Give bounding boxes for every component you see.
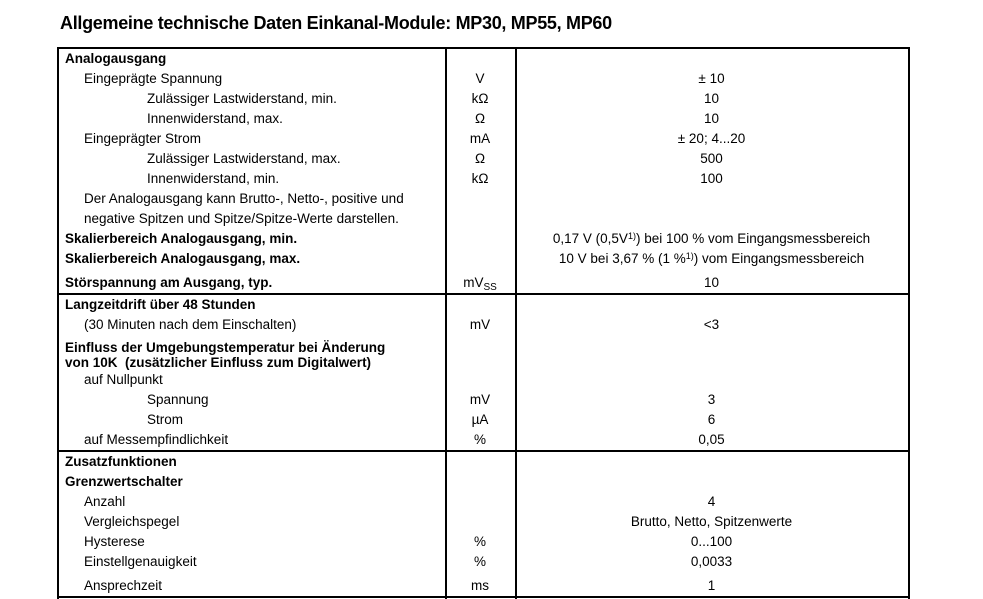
table-section-analogausgang <box>59 49 908 295</box>
table-row <box>59 229 908 249</box>
row-label: Strom <box>147 412 184 427</box>
row-value <box>515 49 908 69</box>
row-value: 10 <box>703 91 720 106</box>
table-row <box>59 552 908 572</box>
row-label: Einfluss der Umgebungstemperatur bei Änderung <box>65 340 386 355</box>
row-label: Innenwiderstand, max. <box>147 111 283 126</box>
row-unit <box>445 340 515 355</box>
row-value: 10 V bei 3,67 % (1 %$^{1)}$) vom Eingangsmessbereich <box>558 251 865 266</box>
row-value: Brutto, Netto, Spitzenwerte <box>630 514 793 529</box>
row-unit <box>445 370 515 390</box>
row-value: 0,05 <box>698 432 725 447</box>
table-row <box>59 576 908 596</box>
row-value: 0,0033 <box>690 554 733 569</box>
row-value: 0,17 V $(0,5V^{1)})$ bei 100 % vom Eingangsmessbereich <box>552 231 871 246</box>
table-row <box>59 315 908 335</box>
row-value <box>515 340 908 355</box>
row-label: negative Spitzen und Spitze/Spitze-Werte darstellen. <box>84 211 399 226</box>
table-row <box>59 209 908 229</box>
row-unit <box>445 249 515 269</box>
row-value: <3 <box>703 317 720 332</box>
row-label: Der Analogausgang kann Brutto-, Netto-, positive und <box>84 191 404 206</box>
row-label: Eingeprägter Strom <box>84 131 202 146</box>
row-label: Zusatzfunktionen <box>65 454 177 469</box>
table-row <box>59 109 908 129</box>
table-row <box>59 189 908 209</box>
row-value: 500 <box>700 151 723 166</box>
column-divider-unit-right <box>515 49 517 599</box>
table-row <box>59 532 908 552</box>
row-unit: % <box>473 534 486 549</box>
row-label: Vergleichspegel <box>84 514 180 529</box>
table-row <box>59 390 908 410</box>
row-unit: V <box>475 71 485 86</box>
table-section-zusatzfunktionen <box>59 452 908 598</box>
row-label: Eingeprägte Spannung <box>84 71 223 86</box>
row-value: 10 <box>703 111 720 126</box>
row-unit <box>445 209 515 229</box>
table-row <box>59 340 908 355</box>
row-label: Langzeitdrift über 48 Stunden <box>65 297 256 312</box>
row-unit: % <box>473 554 486 569</box>
row-value <box>515 370 908 390</box>
table-row <box>59 430 908 450</box>
row-unit: µA <box>471 412 489 427</box>
row-value <box>515 355 908 370</box>
row-label: Spannung <box>147 392 209 407</box>
row-value: 10 <box>703 275 720 290</box>
row-value: ± 10 <box>698 71 725 86</box>
table-row <box>59 492 908 512</box>
row-unit: $mV_{SS}$ <box>463 275 497 293</box>
row-unit <box>445 512 515 532</box>
row-label: Innenwiderstand, min. <box>147 171 280 186</box>
row-value <box>515 295 908 315</box>
row-unit: Ω <box>474 151 486 166</box>
row-unit <box>445 229 515 249</box>
row-value: 6 <box>707 412 716 427</box>
row-unit: Ω <box>474 111 486 126</box>
table-section-langzeitdrift-umgebungstemperatur <box>59 295 908 452</box>
row-label: (30 Minuten nach dem Einschalten) <box>84 317 297 332</box>
row-label: Skalierbereich Analogausgang, max. <box>65 251 301 266</box>
row-label: Zulässiger Lastwiderstand, max. <box>147 151 341 166</box>
row-value <box>515 472 908 492</box>
table-row <box>59 472 908 492</box>
table-row <box>59 69 908 89</box>
row-label: auf Messempfindlichkeit <box>84 432 229 447</box>
table-row <box>59 129 908 149</box>
row-value <box>515 452 908 472</box>
page-title: Allgemeine technische Daten Einkanal-Module: MP30, MP55, MP60 <box>60 13 612 33</box>
row-label: Skalierbereich Analogausgang, min. <box>65 231 298 246</box>
row-unit: mA <box>469 131 491 146</box>
row-value: 3 <box>707 392 716 407</box>
column-divider-unit-left <box>445 49 447 599</box>
row-unit <box>445 492 515 512</box>
row-unit: mV <box>469 317 491 332</box>
table-row <box>59 169 908 189</box>
row-label: Hysterese <box>84 534 145 549</box>
row-value <box>515 209 908 229</box>
row-unit: ms <box>471 578 489 593</box>
table-row <box>59 410 908 430</box>
row-unit: mV <box>469 392 491 407</box>
table-row <box>59 49 908 69</box>
row-label: Anzahl <box>84 494 126 509</box>
row-label: Störspannung am Ausgang, typ. <box>65 275 273 290</box>
row-unit: kΩ <box>471 91 489 106</box>
row-unit <box>445 189 515 209</box>
row-unit <box>445 49 515 69</box>
table-row <box>59 273 908 293</box>
table-row <box>59 149 908 169</box>
table-row <box>59 452 908 472</box>
row-label: Ansprechzeit <box>84 578 163 593</box>
row-label: von 10K (zusätzlicher Einfluss zum Digitalwert) <box>65 355 372 370</box>
spec-table <box>57 47 910 599</box>
table-row <box>59 355 908 370</box>
table-row <box>59 295 908 315</box>
row-value: 4 <box>707 494 716 509</box>
row-label: auf Nullpunkt <box>84 372 163 387</box>
row-value: 1 <box>707 578 716 593</box>
row-label: Zulässiger Lastwiderstand, min. <box>147 91 337 106</box>
row-unit: kΩ <box>471 171 489 186</box>
row-unit <box>445 452 515 472</box>
table-row <box>59 249 908 269</box>
row-label: Einstellgenauigkeit <box>84 554 197 569</box>
row-unit <box>445 472 515 492</box>
row-unit: % <box>473 432 486 447</box>
row-value: 100 <box>700 171 723 186</box>
table-row <box>59 370 908 390</box>
row-unit <box>445 295 515 315</box>
table-row <box>59 89 908 109</box>
row-unit <box>445 355 515 370</box>
row-label: Analogausgang <box>65 51 167 66</box>
row-value: 0...100 <box>690 534 733 549</box>
table-row <box>59 512 908 532</box>
row-value: ± 20; 4...20 <box>677 131 746 146</box>
row-value <box>515 189 908 209</box>
row-label: Grenzwertschalter <box>65 474 183 489</box>
